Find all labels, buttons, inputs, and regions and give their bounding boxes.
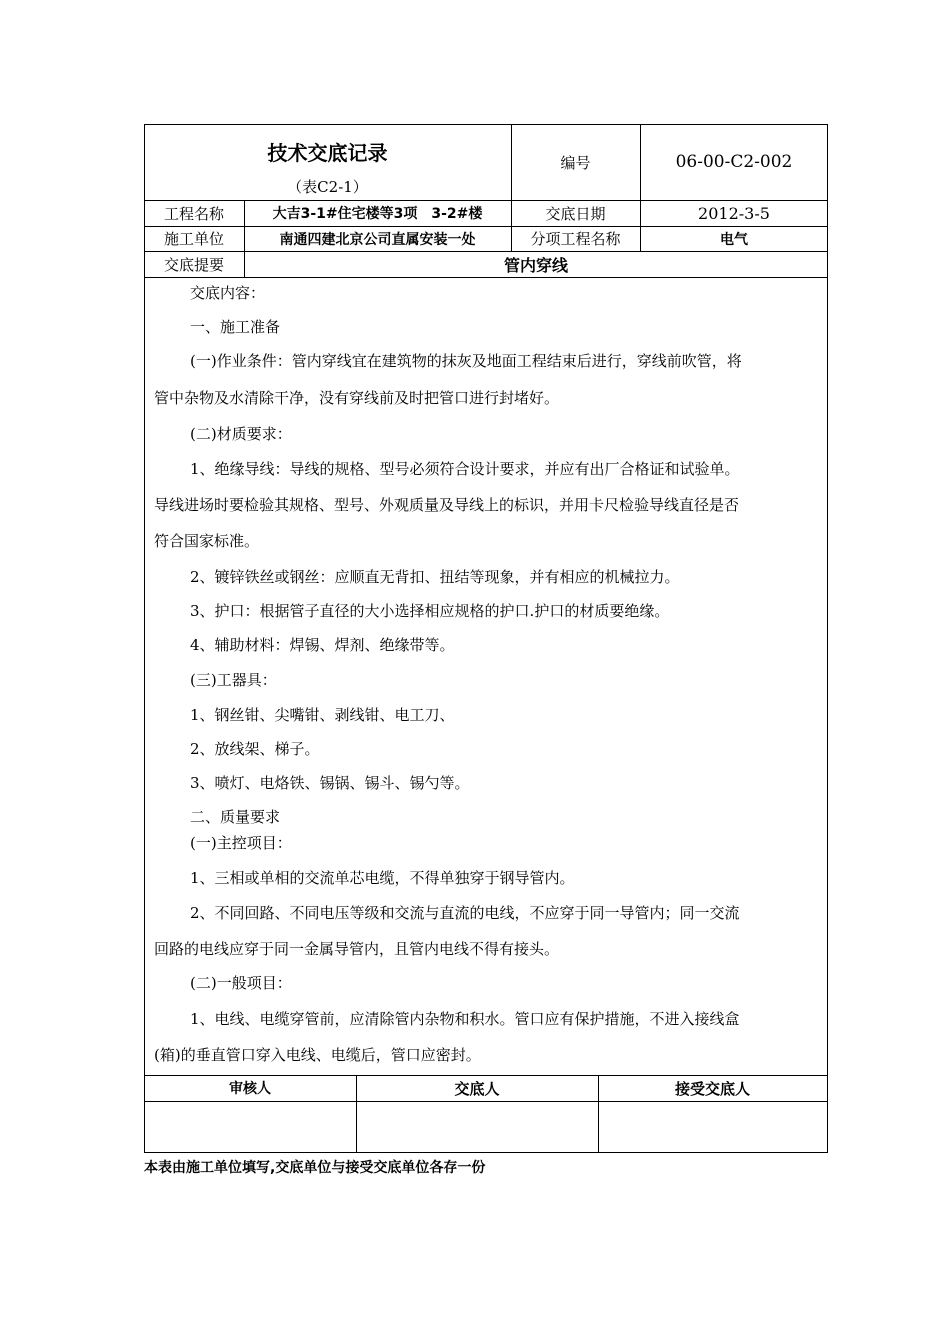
form-number: （表C2-1） [287,177,368,196]
footer-note: 本表由施工单位填写,交底单位与接受交底单位各存一份 [144,1160,486,1176]
content-line: 1、钢丝钳、尖嘴钳、剥线钳、电工刀、 [190,706,455,724]
content-line: (一)主控项目： [190,834,292,852]
table-border-bottom [144,1152,828,1153]
content-line: 3、护口：根据管子直径的大小选择相应规格的护口.护口的材质要绝缘。 [190,602,670,620]
content-line: (二)材质要求： [190,425,292,443]
presenter-signature-field[interactable] [357,1102,598,1152]
content-line: (一)作业条件：管内穿线宜在建筑物的抹灰及地面工程结束后进行，穿线前吹管，将 [190,352,742,370]
code-label: 编号 [560,153,591,172]
content-line: 4、辅助材料：焊锡、焊剂、绝缘带等。 [190,636,455,654]
content-line: 2、镀锌铁丝或钢丝：应顺直无背扣、扭结等现象，并有相应的机械拉力。 [190,568,680,586]
content-line: 2、不同回路、不同电压等级和交流与直流的电线，不应穿于同一导管内；同一交流 [190,904,740,922]
table-border-left [144,124,145,1153]
content-line: 1、电线、电缆穿管前，应清除管内杂物和积水。管口应有保护措施，不进入接线盒 [190,1010,740,1028]
contractor-label: 施工单位 [163,230,224,248]
sub-project-label: 分项工程名称 [530,230,621,248]
receiver-signature-field[interactable] [599,1102,827,1152]
content-line: 一、施工准备 [190,318,281,336]
presenter-label: 交底人 [454,1079,500,1098]
reviewer-label: 审核人 [229,1081,271,1097]
receiver-label: 接受交底人 [674,1079,750,1098]
content-line: (三)工器具： [190,671,277,689]
table-border-right [827,124,828,1153]
content-line: 3、喷灯、电烙铁、锡锅、锡斗、锡勺等。 [190,774,470,792]
summary-value: 管内穿线 [503,255,568,275]
date-label: 交底日期 [545,204,606,223]
project-name-label: 工程名称 [163,204,224,223]
content-line: 导线进场时要检验其规格、型号、外观质量及导线上的标识，并用卡尺检验导线直径是否 [154,496,740,514]
reviewer-signature-field[interactable] [145,1102,356,1152]
content-line: 符合国家标准。 [154,532,260,550]
content-line: (二)一般项目： [190,974,292,992]
content-line: 交底内容： [190,284,266,302]
content-line: 管中杂物及水清除干净，没有穿线前及时把管口进行封堵好。 [154,389,560,407]
row-divider [144,277,828,278]
contractor-value: 南通四建北京公司直属安装一处 [279,231,476,248]
content-line: 1、三相或单相的交流单芯电缆，不得单独穿于钢导管内。 [190,869,575,887]
content-line: (箱)的垂直管口穿入电线、电缆后，管口应密封。 [154,1046,481,1064]
content-line: 回路的电线应穿于同一金属导管内，且管内电线不得有接头。 [154,940,560,958]
summary-label: 交底提要 [163,255,224,274]
date-value: 2012-3-5 [698,203,770,223]
document-title: 技术交底记录 [267,140,388,165]
code-value: 06-00-C2-002 [675,152,793,172]
content-line: 1、绝缘导线：导线的规格、型号必须符合设计要求，并应有出厂合格证和试验单。 [190,460,740,478]
content-line: 二、质量要求 [190,808,281,826]
project-name-value: 大吉3-1#住宅楼等3项 3-2#楼 [272,206,483,222]
content-line: 2、放线架、梯子。 [190,740,320,758]
sub-project-value: 电气 [720,231,748,248]
